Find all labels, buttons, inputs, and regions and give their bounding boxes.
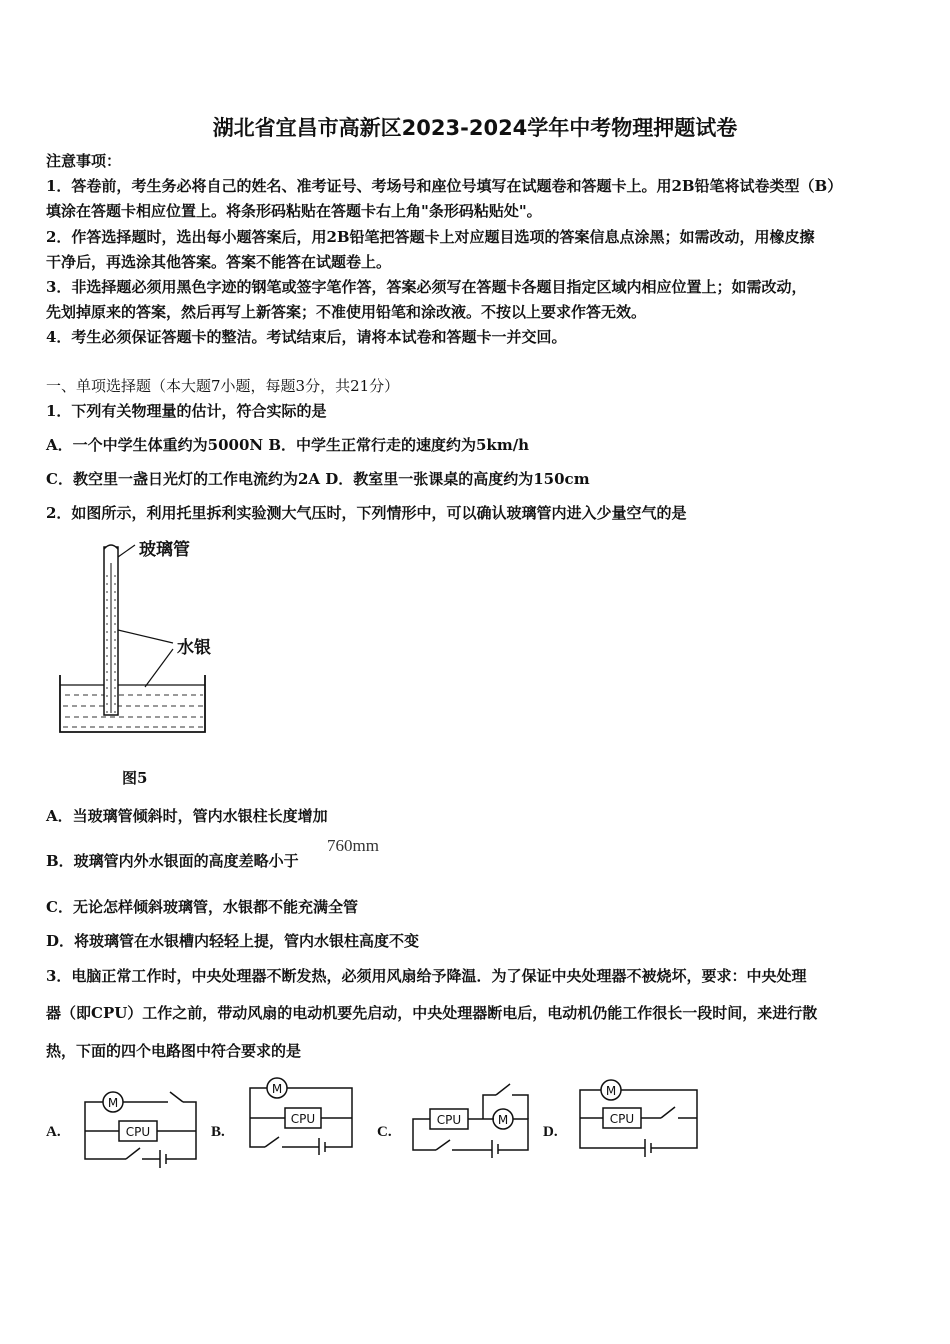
- figure-caption: 图5: [122, 769, 148, 787]
- cpu-label: CPU: [609, 1112, 635, 1126]
- q2-option-a: A．当玻璃管倾斜时，管内水银柱长度增加: [46, 807, 328, 825]
- cpu-label: CPU: [436, 1113, 462, 1127]
- label-glass-tube: 玻璃管: [139, 540, 190, 560]
- q2-option-b-value: 760mm: [327, 836, 379, 855]
- notice-line: 4．考生必须保证答题卡的整洁。考试结束后，请将本试卷和答题卡一并交回。: [46, 328, 567, 346]
- q3-stem-line: 器（即CPU）工作之前，带动风扇的电动机要先启动，中央处理器断电后，电动机仍能工作很长一段时间，来进行散: [46, 1004, 818, 1022]
- q2-option-c: C．无论怎样倾斜玻璃管，水银都不能充满全管: [46, 898, 358, 916]
- motor-icon: M: [271, 1082, 283, 1096]
- motor-icon: M: [605, 1084, 617, 1098]
- q2-option-d: D．将玻璃管在水银槽内轻轻上提，管内水银柱高度不变: [46, 932, 420, 950]
- motor-icon: M: [497, 1113, 509, 1127]
- circuit-c-diagram: [408, 1078, 536, 1170]
- notice-line: 先划掉原来的答案，然后再写上新答案；不准使用铅笔和涂改液。不按以上要求作答无效。: [46, 303, 647, 321]
- q1-stem: 1．下列有关物理量的估计，符合实际的是: [46, 402, 327, 420]
- circuit-b-label: B.: [211, 1124, 225, 1140]
- circuit-a-diagram: [78, 1088, 203, 1168]
- circuit-c-label: C.: [377, 1124, 392, 1140]
- notice-line: 2．作答选择题时，选出每小题答案后，用2B铅笔把答题卡上对应题目选项的答案信息点涂黑；如需改动，用橡皮擦: [46, 228, 815, 246]
- torricelli-figure: [55, 535, 245, 740]
- circuit-a-label: A.: [46, 1124, 61, 1140]
- q2-option-b: B．玻璃管内外水银面的高度差略小于: [46, 852, 299, 870]
- label-mercury: 水银: [177, 638, 211, 658]
- circuit-d-diagram: [575, 1078, 703, 1163]
- q1-options-ab: A．一个中学生体重约为5000N B．中学生正常行走的速度约为5km/h: [46, 436, 530, 454]
- q3-stem-line: 热，下面的四个电路图中符合要求的是: [46, 1042, 302, 1060]
- notice-heading: 注意事项：: [46, 152, 122, 170]
- cpu-label: CPU: [290, 1112, 316, 1126]
- circuit-d-label: D.: [543, 1124, 558, 1140]
- cpu-label: CPU: [125, 1125, 151, 1139]
- q2-stem: 2．如图所示，利用托里拆利实验测大气压时，下列情形中，可以确认玻璃管内进入少量空气的是: [46, 504, 687, 522]
- section-heading: 一、单项选择题（本大题7小题，每题3分，共21分）: [46, 377, 400, 395]
- q1-options-cd: C．教空里一盏日光灯的工作电流约为2A D．教室里一张课桌的高度约为150cm: [46, 470, 590, 488]
- motor-icon: M: [107, 1096, 119, 1110]
- notice-line: 干净后，再选涂其他答案。答案不能答在试题卷上。: [46, 253, 392, 271]
- q3-stem-line: 3．电脑正常工作时，中央处理器不断发热，必须用风扇给予降温．为了保证中央处理器不被烧坏，要求：中央处理: [46, 967, 807, 985]
- notice-line: 填涂在答题卡相应位置上。将条形码粘贴在答题卡右上角"条形码粘贴处"。: [46, 202, 542, 220]
- page-title: 湖北省宜昌市高新区2023-2024学年中考物理押题试卷: [212, 116, 738, 140]
- notice-line: 3．非选择题必须用黑色字迹的钢笔或签字笔作答，答案必须写在答题卡各题目指定区域内相应位置上；如需改动，: [46, 278, 807, 296]
- notice-line: 1．答卷前，考生务必将自己的姓名、准考证号、考场号和座位号填写在试题卷和答题卡上。用2B铅笔将试卷类型（B）: [46, 177, 843, 195]
- circuit-b-diagram: [245, 1075, 360, 1155]
